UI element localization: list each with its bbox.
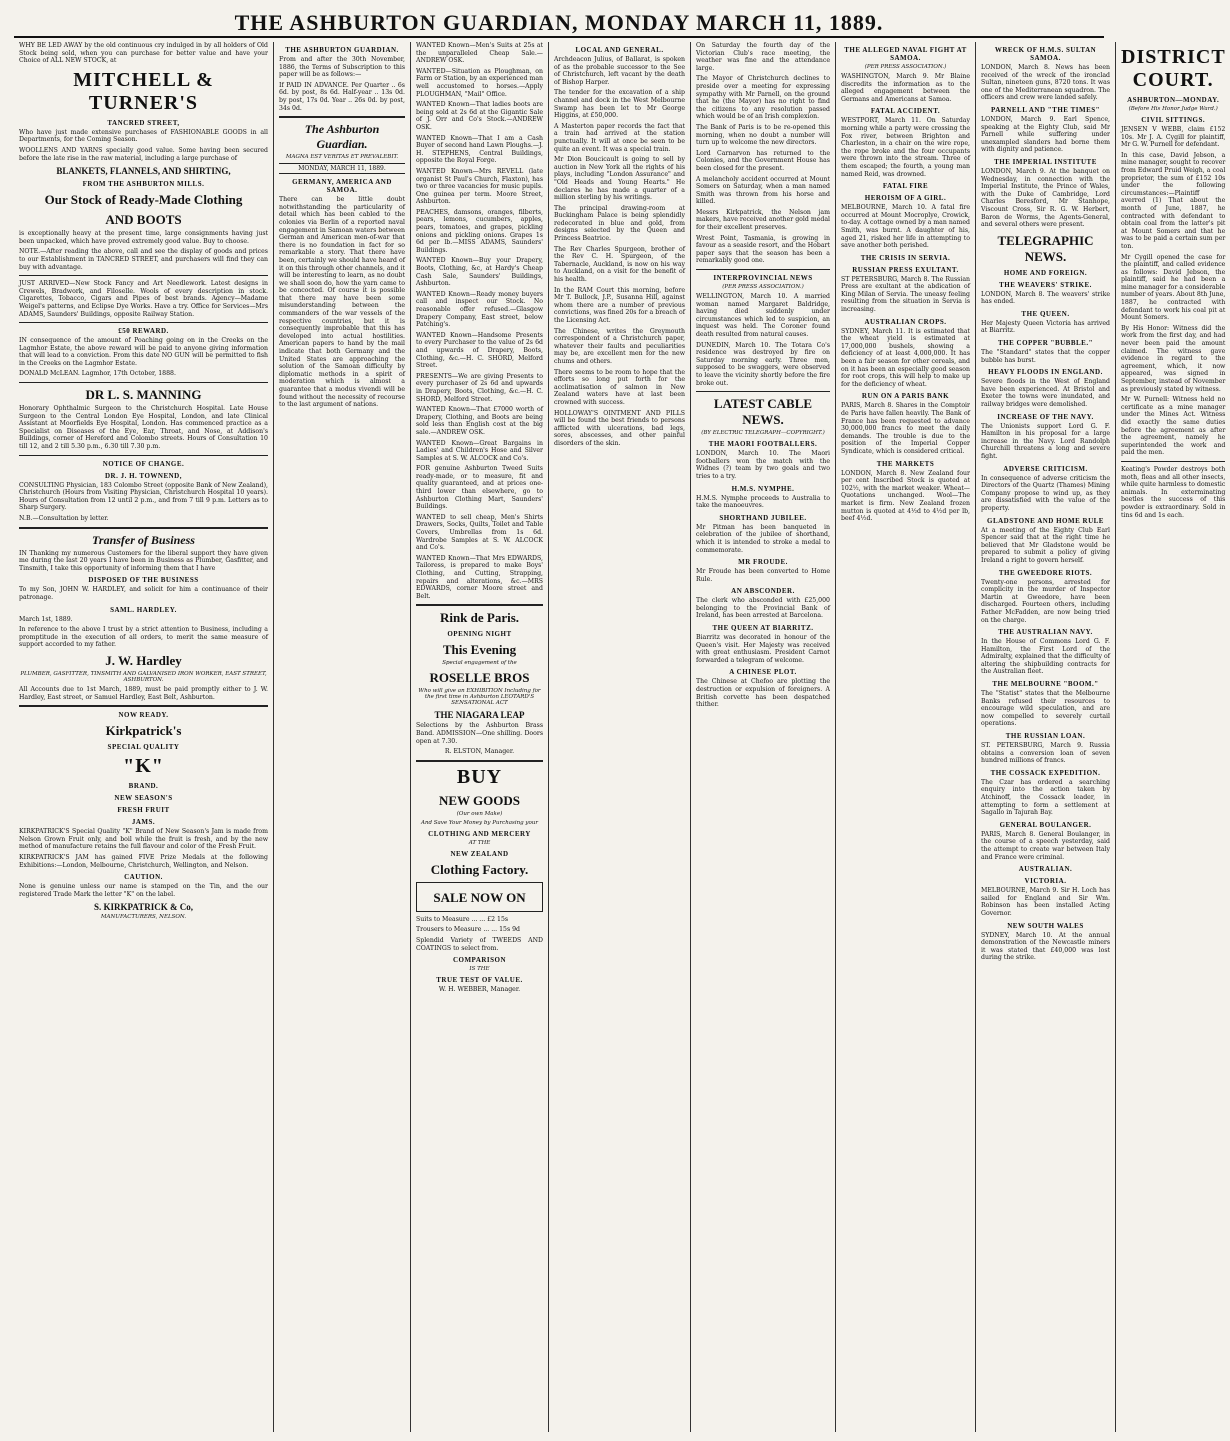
court-para: Mr W. Purnell: Witness held no certificate as a mine manager under the Mines Act. Witness did exactly the same duties before the agreement as after the agreement, namely he superintended the work and paid the men. [1121, 396, 1226, 457]
news-heading: PARNELL AND "THE TIMES" [990, 105, 1101, 114]
news-heading: THE WEAVERS' STRIKE. [999, 280, 1092, 289]
press-association: (PER PRESS ASSOCIATION.) [864, 64, 947, 70]
column-6-telegrams [836, 42, 976, 1432]
news-heading: A CHINESE PLOT. [729, 668, 797, 677]
buy-heading: BUY [456, 765, 503, 788]
k-brand-mark: "K" [123, 755, 164, 778]
townend-text: CONSULTING Physician, 183 Colombo Street (opposite Bank of New Zealand), Christchurch (Hours from Visiting Physician, Christchurch Hospital 10 years). Hours of Consultation from 12 until 2 p.m., and from 7 till 9 p.m. Letters as to Sharp Surgery. [19, 481, 268, 512]
elston-manager: R. ELSTON, Manager. [444, 748, 515, 756]
news-heading: SHORTHAND JUBILEE. [719, 513, 807, 522]
divider [19, 705, 268, 707]
wanted-ad: WANTED Known—That I am a Cash Buyer of second hand Lawn Ploughs.—J. H. STEPHENS, Central Buildings, opposite the Royal Forge. [416, 134, 543, 165]
kirkpatrick-sub: MANUFACTURERS, NELSON. [100, 914, 187, 921]
news-heading: AN ABSCONDER. [731, 587, 795, 596]
special-engagement: Special engagement of the [442, 660, 517, 667]
telegraphic-heading: TELEGRAPHIC NEWS. [997, 232, 1094, 264]
divider [19, 322, 268, 323]
news-para: Mr Froude has been converted to Home Rule. [696, 568, 830, 583]
reward-text: IN consequence of the amount of Poaching going on in the Creeks on the Lagmhor Estate, the above reward will be paid to anyone giving information that will lead to a conviction. From this date NO GUN will be permitted to fish in the Creeks on the Lagmhor Estate. [19, 337, 268, 367]
at-the: AT THE [468, 839, 491, 846]
court-para: JENSEN V WEBB, claim £152 10s. Mr J. A. Cygill for plaintiff, Mr G. W. Purnell for defendant. [1121, 126, 1226, 149]
wanted-ad: WANTED Known—Buy your Drapery, Boots, Clothing, &c, at Hardy's Cheap Cash Sale, Saunders' Buildings, Ashburton. [416, 257, 543, 288]
roselle-band: Selections by the Ashburton Brass Band. ADMISSION—One shilling. Doors open at 7.30. [416, 722, 543, 745]
news-heading: THE IMPERIAL INSTITUTE [994, 157, 1097, 166]
misc-para: Lord Carnarvon has returned to the Colonies, and the Government House has been closed for the present. [696, 149, 830, 172]
column-7-telegraphic [976, 42, 1116, 1432]
news-para: In consequence of adverse criticism the Directors of the Quartz (Thames) Mining Company propose to wind up, as they are dissatisfied with the value of the property. [981, 474, 1110, 512]
news-para: WESTPORT, March 11. On Saturday morning while a party were crossing the Fox river, between Brighton and Charleston, in a chair on the wire rope, the rope broke and the four occupants were thrown into the stream. Three of them escaped; the fourth, a young man named Reid, was drowned. [841, 117, 970, 178]
misc-para: Wrest Point, Tasmania, is growing in favour as a seaside resort, and the Hobart paper says that the season has been a remarkably good one. [696, 234, 830, 265]
jw-hardley-sub: PLUMBER, GASFITTER, TINSMITH AND GALVANISED IRON WORKER, EAST STREET, ASHBURTON. [20, 670, 267, 683]
column-8-court [1116, 42, 1230, 1432]
news-para: PARIS, March 8. General Boulanger, in the course of a speech yesterday, said the attempt to create war between Italy and France were criminal. [981, 830, 1110, 861]
news-heading: THE ALLEGED NAVAL FIGHT AT SAMOA. [844, 46, 967, 62]
news-heading: GENERAL BOULANGER. [999, 820, 1092, 829]
news-para: LONDON, March 10. The Maori footballers won the match with the Widnes (?) team by two goals and two tries to a try. [696, 450, 830, 480]
news-para: ST PETERSBURG, March 8. The Russian Press are exultant at the abdication of King Milan of Servia. The uneasy feeling resulting from the situation in Servia is increasing. [841, 275, 970, 314]
keatings-ad: Keating's Powder destroys both moth, fleas and all other insects, while quite harmless to domestic animals. In exterminating beetles the success of this powder is extraordinary. Sold in tins 6d and 1s each. [1121, 465, 1226, 519]
local-heading: LOCAL AND GENERAL. [575, 46, 664, 54]
transfer-text-2: To my Son, JOHN W. HARDLEY, and solicit for him a continuance of their patronage. [19, 586, 268, 601]
fresh-fruit: FRESH FRUIT [117, 806, 170, 815]
news-para: Twenty-one persons, arrested for complicity in the murder of Inspector Martin at Gweedore, have been discharged. Fourteen others, including Father McFadden, are now being tried on the charge. [981, 578, 1110, 624]
wanted-ad: WANTED Known—Men's Suits at 25s at the unparalleled Cheap Sale.—ANDREW OSK. [416, 42, 543, 65]
clothing-heading: Our Stock of Ready-Made Clothing [44, 192, 243, 208]
local-para: There seems to be room to hope that the efforts so long put forth for the acclimatisation of salmon in New Zealand waters have at last been crowned with success. [554, 368, 685, 406]
masthead: THE ASHBURTON GUARDIAN, MONDAY MARCH 11, 1889. [14, 10, 1104, 38]
brand-label: BRAND. [128, 782, 159, 791]
news-heading: INCREASE OF THE NAVY. [997, 412, 1094, 421]
news-heading: NEW SOUTH WALES [1007, 921, 1084, 930]
caution-text: None is genuine unless our name is stamped on the Tin, and the our registered Trade Mark the letter "K" on the label. [19, 883, 268, 898]
news-heading: AUSTRALIAN CROPS. [864, 317, 947, 326]
editorial-text: There can be little doubt notwithstanding the particularity of detail which has been cabled to the colonies via Berlin of a reported naval engagement in Samoan waters between German and American men-of-war that there is no foundation in fact for so remarkable a story. That there have been, certainly we should have heard of it on this through other channels, and it will be interesting to learn, as no doubt we shall soon do, how the yarn came to be concocted. Of course it is possible that there may have been some misunderstanding between the commanders of the war vessels of the respective countries, but it is consequently improbable that this has developed into actual hostilities. American papers to hand by the mail indicate that both Germany and the United States are approaching the solution of the Samoan difficulty by diplomatic methods in a spirit of moderation which is almost a guarantee that a modus vivendi will be found without the necessity of recourse to the last argument of nations. [279, 196, 405, 409]
this-evening: This Evening [442, 642, 517, 658]
comparison: COMPARISON [452, 956, 507, 965]
news-heading: FATAL FIRE [882, 182, 929, 191]
wanted-ad: WANTED Known—Mrs REVELL (late organist St Paul's Church, Flaxton), has two or three vacancies for music pupils. One guinea per term. Moore Street, Ashburton. [416, 167, 543, 206]
local-para: A Masterton paper records the fact that a train had arrived at the station punctually. It will at once be seen to be quite an event. It was a special train. [554, 122, 685, 153]
now-ready: NOW READY. [118, 711, 169, 720]
news-para: ST. PETERSBURG, March 9. Russia obtains a conversion loan of seven hundred millions of francs. [981, 742, 1110, 765]
intro-text: WHY BE LED AWAY by the old continuous cry indulged in by all holders of Old Stock being sold, when you can purchase for better value and have your Choice of ALL NEW STOCK, at [19, 42, 268, 65]
news-heading: THE QUEEN. [1021, 309, 1070, 318]
clothing-text: is exceptionally heavy at the present time, large consignments having just been unpacked, which have proved extremely good value. Buy to choose. [19, 230, 268, 245]
news-para: LONDON, March 9. At the banquet on Wednesday, in connection with the Imperial Institute, the Prince of Wales, with the Duke of Cambridge, Lord Charles Beresford, Mr Stanhope, Viscount Cross, Sir R. G. W. Herbert, Baron de Worms, the Agents-General, and several others were present. [981, 167, 1110, 229]
divider [19, 275, 268, 276]
shop-text-2: WOOLLENS AND YARNS specially good value. Some having been secured before the late rise in the raw material, including a large purchase of [19, 146, 268, 162]
column-5-cables [691, 42, 836, 1432]
samuel-date: March 1st, 1889. [19, 615, 73, 623]
divider [416, 760, 543, 762]
tweeds-text: Splendid Variety of TWEEDS AND COATINGS to select from. [416, 936, 543, 952]
news-para: The Czar has ordered a searching enquiry into the action taken by Atchinoff, the Cossack leader, in attempting to form a settlement at Sagallo in Tajurah Bay. [981, 778, 1110, 817]
jams: JAMS. [131, 818, 156, 827]
divider [1121, 461, 1225, 462]
news-para: Severe floods in the West of England have been experienced. At Bristol and Exeter the towns were inundated, and railway bridges were demolished. [981, 378, 1110, 409]
kirk-text-1: KIRKPATRICK'S Special Quality "K" Brand of New Season's Jam is made from Nelson Grown Fruit only, and boil while the fruit is fresh, and by the new method of manufacture retains the full flavour and color of the Fresh Fruit. [19, 828, 268, 851]
news-heading: THE RUSSIAN LOAN. [1005, 732, 1086, 741]
guardian-terms: From and after the 30th November, 1886, the Terms of Subscription to this paper will be as follows:— [279, 56, 405, 79]
local-para: HOLLOWAY'S OINTMENT AND PILLS will be found the best friends to persons afflicted with ulcerations, bad legs, sores, abscesses, and other painful disorders of the skin. [554, 409, 685, 447]
interprovincial-para: DUNEDIN, March 10. The Totara Co's residence was destroyed by fire on Saturday morning early. Three men, supposed to be swaggers, were observed to leave the vicinity shortly before the fire broke out. [696, 341, 830, 387]
news-heading: THE MELBOURNE "BOOM." [992, 680, 1099, 689]
wanted-ad: WANTED to sell cheap, Men's Shirts Drawers, Socks, Quilts, Toilet and Table Covers, Umbrellas from 1s 6d. Wardrobe Samples at S. W. ALCOCK and Co's. [416, 513, 543, 552]
news-para: The clerk who absconded with £25,000 belonging to the Provincial Bank of Ireland, has been arrested at Barcelona. [696, 597, 830, 620]
local-para: The tender for the excavation of a ship channel and dock in the West Melbourne Swamp has been let to Mr George Higgins, at £50,000. [554, 89, 685, 120]
blankets-sub: FROM THE ASHBURTON MILLS. [82, 180, 205, 189]
peaches-ad: PEACHES, damsons, oranges, filberts, pears, lemons, cucumbers, apples, pears, tomatoes, and grapes, pickling onions and pickling onions. Grapes 1s 6d per lb.—MISS ADAMS, Saunders' Buildings. [416, 208, 543, 254]
latest-cable-heading: LATEST CABLE NEWS. [713, 396, 813, 428]
news-para: The Unionists support Lord G. F. Hamilton in his proposal for a large increase in the Navy. Lord Randolph Churchill threatens a long and severe fight. [981, 422, 1110, 460]
interprovincial-para: WELLINGTON, March 10. A married woman named Margaret Baldridge, having died suddenly under circumstances which led to suspicion, an inquest was held. The Coroner found death resulted from natural causes. [696, 293, 830, 338]
columns [14, 42, 1226, 1432]
kirkpatrick-heading: Kirkpatrick's [105, 723, 182, 739]
shop-street: TANCRED STREET, [107, 118, 180, 127]
interprovincial-sub: (PER PRESS ASSOCIATION.) [722, 284, 804, 291]
local-para: Archdeacon Julius, of Ballarat, is spoken of as the probable successor to the See of Christchurch, left vacant by the death of Bishop Harper. [554, 56, 685, 86]
column-2-editorial [274, 42, 411, 1432]
save-money: And Save Your Money by Purchasing your [420, 819, 539, 826]
news-para: SYDNEY, March 11. It is estimated that the wheat yield is estimated at 17,000,000 bushels, showing a deficiency of at least 4,000,000. It has been a fair season for other cereals, and on it has been an especially good season for root crops, this will help to make up for the deficiency of wheat. [841, 327, 970, 388]
news-heading: THE MAORI FOOTBALLERS. [708, 440, 818, 449]
news-heading: VICTORIA. [1024, 877, 1067, 886]
kirk-text-2: KIRKPATRICK'S JAM has gained FIVE Prize Medals at the following Exhibitions:—London, Melbourne, Christchurch, Wellington, and Nelson. [19, 853, 268, 869]
news-para: LONDON, March 8. The weavers' strike has ended. [981, 290, 1110, 306]
reward-sign: DONALD McLEAN. Lagmhor, 17th October, 1888. [19, 370, 176, 378]
latest-cable-sub: (BY ELECTRIC TELEGRAPH—COPYRIGHT.) [701, 430, 825, 437]
clothing-note: NOTE.—After reading the above, call and see the display of goods and prices to our Establishment in TANCRED STREET, and purchasers will find they can buy with advantage. [19, 248, 268, 271]
court-judge: (Before His Honor Judge Ward.) [1128, 106, 1218, 112]
news-para: Her Majesty Queen Victoria has arrived at Biarritz. [981, 319, 1110, 335]
news-heading: THE CRISIS IN SERVIA. [860, 253, 951, 262]
divider [416, 604, 543, 606]
suits-price: Suits to Measure ... ... £2 15s [416, 915, 509, 923]
special-quality: SPECIAL QUALITY [107, 743, 180, 752]
transfer-text-3: In reference to the above I trust by a strict attention to Business, including a promptitude in the execution of all orders, to merit the same measure of support accorded to my father. [19, 626, 268, 649]
court-para: In this case, David Jebson, a mine manager, sought to recover from Edward Pruid Weigh, a coal proprietor, the sum of £152 10s under the following circumstances:—Plaintiff averred (1) That about the month of June, 1887, he contracted with defendant to obtain coal from the latter's pit at Mount Somers and that he was to be paid a certain sum per ton. [1121, 151, 1226, 250]
true-test: TRUE TEST OF VALUE. [436, 976, 523, 985]
townend-nb: N.B.—Consultation by letter. [19, 515, 109, 522]
misc-para: The Bank of Paris is to be re-opened this morning, when no doubt a number will turn up to welcome the new directors. [696, 123, 830, 147]
editorial-heading: GERMANY, AMERICA AND SAMOA. [292, 178, 392, 195]
interprovincial-heading: INTERPROVINCIAL NEWS [713, 274, 813, 283]
wanted-ad: WANTED Known—Great Bargains in Ladies' and Children's Hose and Silver Samples at S. W. ALCOCK and Co's. [416, 439, 543, 462]
news-para: The "Statist" states that the Melbourne Banks refused their resources to encourage wild speculation, and are now compelled to severely curtail operations. [981, 690, 1110, 728]
rink-heading: Rink de Paris. [439, 610, 520, 626]
manning-heading: DR L. S. MANNING [85, 387, 202, 403]
news-para: MELBOURNE, March 9. Sir H. Loch has sailed for England and Sir Wm. Robinson has been installed Acting Governor. [981, 887, 1110, 917]
misc-para: A melancholy accident occurred at Mount Somers on Saturday, when a man named Smith was thrown from his horse and killed. [696, 175, 830, 206]
news-heading: H.M.S. NYMPHE. [731, 484, 795, 493]
divider [279, 116, 405, 118]
news-para: The "Standard" states that the copper bubble has burst. [981, 349, 1110, 364]
divider [696, 269, 830, 270]
roselle-bros: ROSELLE BROS [429, 670, 530, 686]
news-heading: THE AUSTRALIAN NAVY. [998, 628, 1093, 637]
news-para: WASHINGTON, March 9. Mr Blaine discredits the information as to the alleged engagement between the Germans and Americans at Samoa. [841, 73, 970, 103]
court-sub: ASHBURTON—MONDAY. [1127, 96, 1220, 104]
misc-para: Messrs Kirkpatrick, the Nelson jam makers, have received another gold medal for their excellent preserves. [696, 208, 830, 232]
news-heading: THE MARKETS [876, 459, 935, 468]
webber-manager: W. H. WEBBER, Manager. [438, 986, 521, 994]
kirkpatrick-co: S. KIRKPATRICK & Co, [94, 902, 193, 913]
guardian-terms-heading: THE ASHBURTON GUARDIAN. [285, 46, 399, 54]
column-3-wanted [411, 42, 549, 1432]
news-heading: WRECK OF H.M.S. SULTAN SAMOA. [994, 46, 1097, 62]
guardian-masthead: The Ashburton Guardian. [304, 122, 380, 152]
own-make: (Our own Make) [456, 810, 503, 817]
issue-date: MONDAY, MARCH 11, 1889. [279, 163, 405, 174]
news-para: At a meeting of the Eighty Club Earl Spencer said that at the right time he believed that Mr Gladstone would be prepared to submit a policy of giving Ireland a right to govern herself. [981, 526, 1110, 564]
misc-para: The Mayor of Christchurch declines to preside over a meeting for expressing sympathy with Mr Parnell, on the ground that he (the Mayor) has no right to find the citizens to any resolution passed which would be of an Irish complexion. [696, 75, 830, 121]
divider [696, 391, 830, 392]
news-heading: THE QUEEN AT BIARRITZ. [712, 624, 814, 633]
news-para: Mr Pitman has been banqueted in celebration of the jubilee of shorthand, which it is intended to stroke a medal to commemorate. [696, 523, 830, 554]
presents-ad: PRESENTS—We are giving Presents to every purchaser of 2s 6d and upwards in Drapery, Boots, Clothing, &c.—H. C. SHORD, Melford Street. [416, 372, 543, 403]
wanted-ad: WANTED Known—That ladies boots are being sold at 2s 6d at the Gigantic Sale of J. Orr and Co's Stock.—ANDREW OSK. [416, 101, 543, 131]
guardian-rates: If PAID IN ADVANCE. Per Quarter .. 6s 6d. by post, 8s 6d. Half-year .. 13s 0d. by post, 17s 0d. Year .. 26s 0d. by post, 34s 0d. [279, 81, 405, 112]
local-para: Mr Dion Boucicault is going to sell by auction in New York all the rights of his plays, including "London Assurance" and "Old Heads and Young Hearts." He declares he has made a quarter of a million sterling by his writings. [554, 156, 685, 202]
news-para: H.M.S. Nymphe proceeds to Australia to take the manoeuvres. [696, 494, 830, 510]
transfer-text: IN Thanking my numerous Customers for the liberal support they have given me during the last 20 years I have been in Business as Plumber, Gasfitter, and Tinsmith, I take this opportunity of informing them that I have [19, 549, 268, 572]
news-heading: THE COSSACK EXPEDITION. [990, 768, 1101, 777]
jw-hardley: J. W. Hardley [105, 652, 182, 668]
column-1-ads [14, 42, 274, 1432]
local-para: In the RAM Court this morning, before Mr T. Bullock, J.P., Susanna Hill, against whom there are a number of previous convictions, was fined 20s for a breach of the Licensing Act. [554, 286, 685, 324]
wanted-ad: WANTED Known—Handsome Presents to every Purchaser to the value of 2s 6d and upwards of Drapery, Boots, Clothing, &c.—H. C. SHORD, Melford Street. [416, 331, 543, 370]
transfer-heading: Transfer of Business [92, 532, 195, 547]
news-para: LONDON, March 9. Earl Spence, speaking at the Eighty Club, said Mr Parnell while suffering under unexampled slanders had borne them with dignity and patience. [981, 115, 1110, 154]
townend-heading: DR. J. H. TOWNEND, [104, 471, 182, 480]
news-para: PARIS, March 8. Shares in the Comptoir de Paris have fallen heavily. The Bank of France has been requested to advance 30,000,000 francs to meet the daily demands. The trouble is due to the position of the Imperial Copper Syndicate, which is considered critical. [841, 402, 970, 455]
news-heading: MR FROUDE. [738, 558, 788, 567]
samuel-hardley: SAML. HARDLEY. [110, 605, 177, 614]
home-foreign: HOME AND FOREIGN. [1003, 268, 1088, 277]
local-para: The Rev Charles Spurgeon, brother of the Rev C. H. Spurgeon, of the Tabernacle, Auckland, is now on his way to Auckland, on a visit for the benefit of his health. [554, 245, 685, 284]
civil-heading: CIVIL SITTINGS. [1141, 116, 1206, 124]
news-para: MELBOURNE, March 10. A fatal fire occurred at Mount Mocroplye, Crowick, to-day. A cottage owned by a man named Smith, was burnt. A daughter of his, aged 21, risked her life in attempting to save another both perished. [841, 204, 970, 250]
guardian-motto: MAGNA EST VERITAS ET PREVALEBIT. [285, 154, 399, 161]
new-goods: NEW GOODS [438, 792, 521, 808]
misc-para: On Saturday the fourth day of the Victorian Club's race meeting, the weather was fine and the attendance large. [696, 42, 830, 72]
notice-heading: NOTICE OF CHANGE. [102, 459, 185, 468]
news-para: In the House of Commons Lord G. F. Hamilton, the First Lord of the Admiralty, explained that the difficulty of altering the shipbuilding contracts for the Australian fleet. [981, 638, 1110, 676]
column-4-local [549, 42, 691, 1432]
sale-now-on: SALE NOW ON [433, 889, 526, 905]
wanted-ad: FOR genuine Ashburton Tweed Suits ready-made, or to measure, fit and quality guaranteed, and at prices one-third lower than elsewhere, go to Ashburton Clothing Mart, Saunders' Buildings. [416, 465, 543, 511]
court-para: By His Honor: Witness did the work from the first day, and had never been paid the amount claimed. The witness gave evidence in regard to the agreement, which, it now appeared, was signed in September, instead of November as previously stated by witness. [1121, 324, 1226, 393]
divider [19, 455, 268, 456]
manning-text: Honorary Ophthalmic Surgeon to the Christchurch Hospital. Late House Surgeon to the Central London Eye Hospital, London, and late Clinical Assistant at Moorfields Eye Hospital, London. Has commenced practice as a Specialist on Diseases of the Eye, Ear, Throat, and Nose, at Addison's Buildings, corner of Hereford and Colombo streets. Hours of Consultation 10 till 12, and 2 till 5.30 p.m., 6.30 till 7.30 p.m. [19, 405, 268, 451]
news-heading: GLADSTONE AND HOME RULE [987, 516, 1104, 525]
clothing-mercery: CLOTHING AND MERCERY [428, 829, 531, 838]
shop-name: MITCHELL & TURNER'S [73, 68, 214, 114]
divider [19, 527, 268, 529]
new-season: NEW SEASON'S [114, 794, 173, 803]
news-heading: THE GWEEDORE RIOTS. [998, 568, 1093, 577]
news-heading: RUSSIAN PRESS EXULTANT. [852, 265, 959, 274]
shop-text-1: Who have just made extensive purchases of FASHIONABLE GOODS in all Departments, for the Coming Season. [19, 128, 268, 144]
new-zealand: NEW ZEALAND [450, 849, 509, 858]
news-para: LONDON, March 8. News has been received of the wreck of the ironclad Sultan, nineteen guns, 8720 tons. It was one of the Mediterranean squadron. The officers and crew were landed safely. [981, 64, 1110, 102]
caution-heading: CAUTION. [124, 873, 163, 882]
news-para: Biarritz was decorated in honour of the Queen's visit. Her Majesty was received with great enthusiasm. President Carnot forwarded a telegram of welcome. [696, 634, 830, 664]
news-para: The Chinese at Chefoo are plotting the destruction or expulsion of foreigners. A British corvette has been despatched thither. [696, 678, 830, 709]
divider [19, 382, 268, 383]
news-para: SYDNEY, March 10. At the annual demonstration of the Newcastle miners it was stated that £40,000 was lost during the strike. [981, 931, 1110, 962]
is-the: IS THE [469, 966, 490, 973]
jw-accounts: All Accounts due to 1st March, 1889, must be paid promptly either to J. W. Hardley, East street, or Samuel Hardley, East Belt, Ashburton. [19, 685, 268, 701]
clothing-factory: Clothing Factory. [430, 861, 529, 877]
news-heading: FATAL ACCIDENT. [870, 107, 941, 116]
news-heading: RUN ON A PARIS BANK [861, 392, 950, 401]
fancy-ad: JUST ARRIVED—New Stock Fancy and Art Needlework. Latest designs in Crewels, Bradwork, and Filoselle. Wools of every description in stock. Cigarettes, Tobacco, Cigars and Pipes of best brands. Agency—Madame Weigel's patterns, and Eclipse Dye Works. Have a try. Office for Services—Mrs ADAMS, Saunders' Buildings, opposite Railway Station. [19, 280, 268, 318]
wanted-ad: WANTED Known—That Mrs EDWARDS, Tailoress, is prepared to make Boys' Clothing, and Cutting, Strapping, repairs and alterations, &c.—MRS EDWARDS, corner Moore street and Belt. [416, 554, 543, 600]
trousers-price: Trousers to Measure ... ... 15s 9d [416, 926, 520, 934]
news-heading: AUSTRALIAN. [1018, 865, 1073, 874]
wanted-ad: WANTED Known—Ready money buyers call and inspect our Stock. No reasonable offer refused.—Glasgow Drapery Company, East street, below Patching's. [416, 290, 543, 329]
blankets-heading: BLANKETS, FLANNELS, AND SHIRTING, [56, 166, 231, 177]
news-heading: HEROISM OF A GIRL. [864, 194, 947, 203]
court-heading: DISTRICT COURT. [1121, 46, 1226, 91]
roselle-sub: Who will give an EXHIBITION Including for the first time in Ashburton LEOTARD'S SENSATIONAL ACT [418, 688, 541, 707]
opening-night: OPENING NIGHT [447, 630, 512, 639]
disposed-heading: DISPOSED OF THE BUSINESS [88, 576, 199, 585]
court-para: Mr Cygill opened the case for the plaintiff, and called evidence as follows: David Jebson, the plaintiff, said he had been a mine manager for a considerable number of years. About 8th June, 1887, he contracted with defendant to work his coal pit at Mount Somers. [1121, 253, 1226, 322]
local-para: The Chinese, writes the Greymouth correspondent of a Christchurch paper, whatever their faults and peculiarities may be, are excellent men for the new chums and others. [554, 327, 685, 365]
wanted-ad: WANTED Known—That £7000 worth of Drapery, Clothing, and Boots are being sold less than English cost at the big sale.—ANDREW OSK. [416, 406, 543, 436]
news-heading: ADVERSE CRITICISM. [1003, 464, 1088, 473]
news-heading: THE COPPER "BUBBLE." [998, 339, 1093, 348]
news-para: LONDON, March 8. New Zealand four per cent Inscribed Stock is quoted at 102½, with the market weaker. Wheat—Quotations unchanged. Wool—The market is firm. New Zealand frozen mutton is quoted at 4½d to 4½d per lb, beef 4½d. [841, 469, 970, 523]
wanted-ad: WANTED—Situation as Ploughman, on Farm or Station, by an experienced man well accustomed to horses.—Apply PLOUGHMAN, "Mail" Office. [416, 67, 543, 98]
reward-heading: £50 REWARD. [118, 327, 169, 336]
local-para: The principal drawing-room at Buckingham Palace is being splendidly redecorated in blue and gold, from designs selected by the Queen and Princess Beatrice. [554, 204, 685, 243]
news-heading: HEAVY FLOODS IN ENGLAND. [988, 368, 1103, 377]
niagara-leap: THE NIAGARA LEAP [434, 710, 525, 721]
boots-heading: AND BOOTS [105, 212, 182, 228]
